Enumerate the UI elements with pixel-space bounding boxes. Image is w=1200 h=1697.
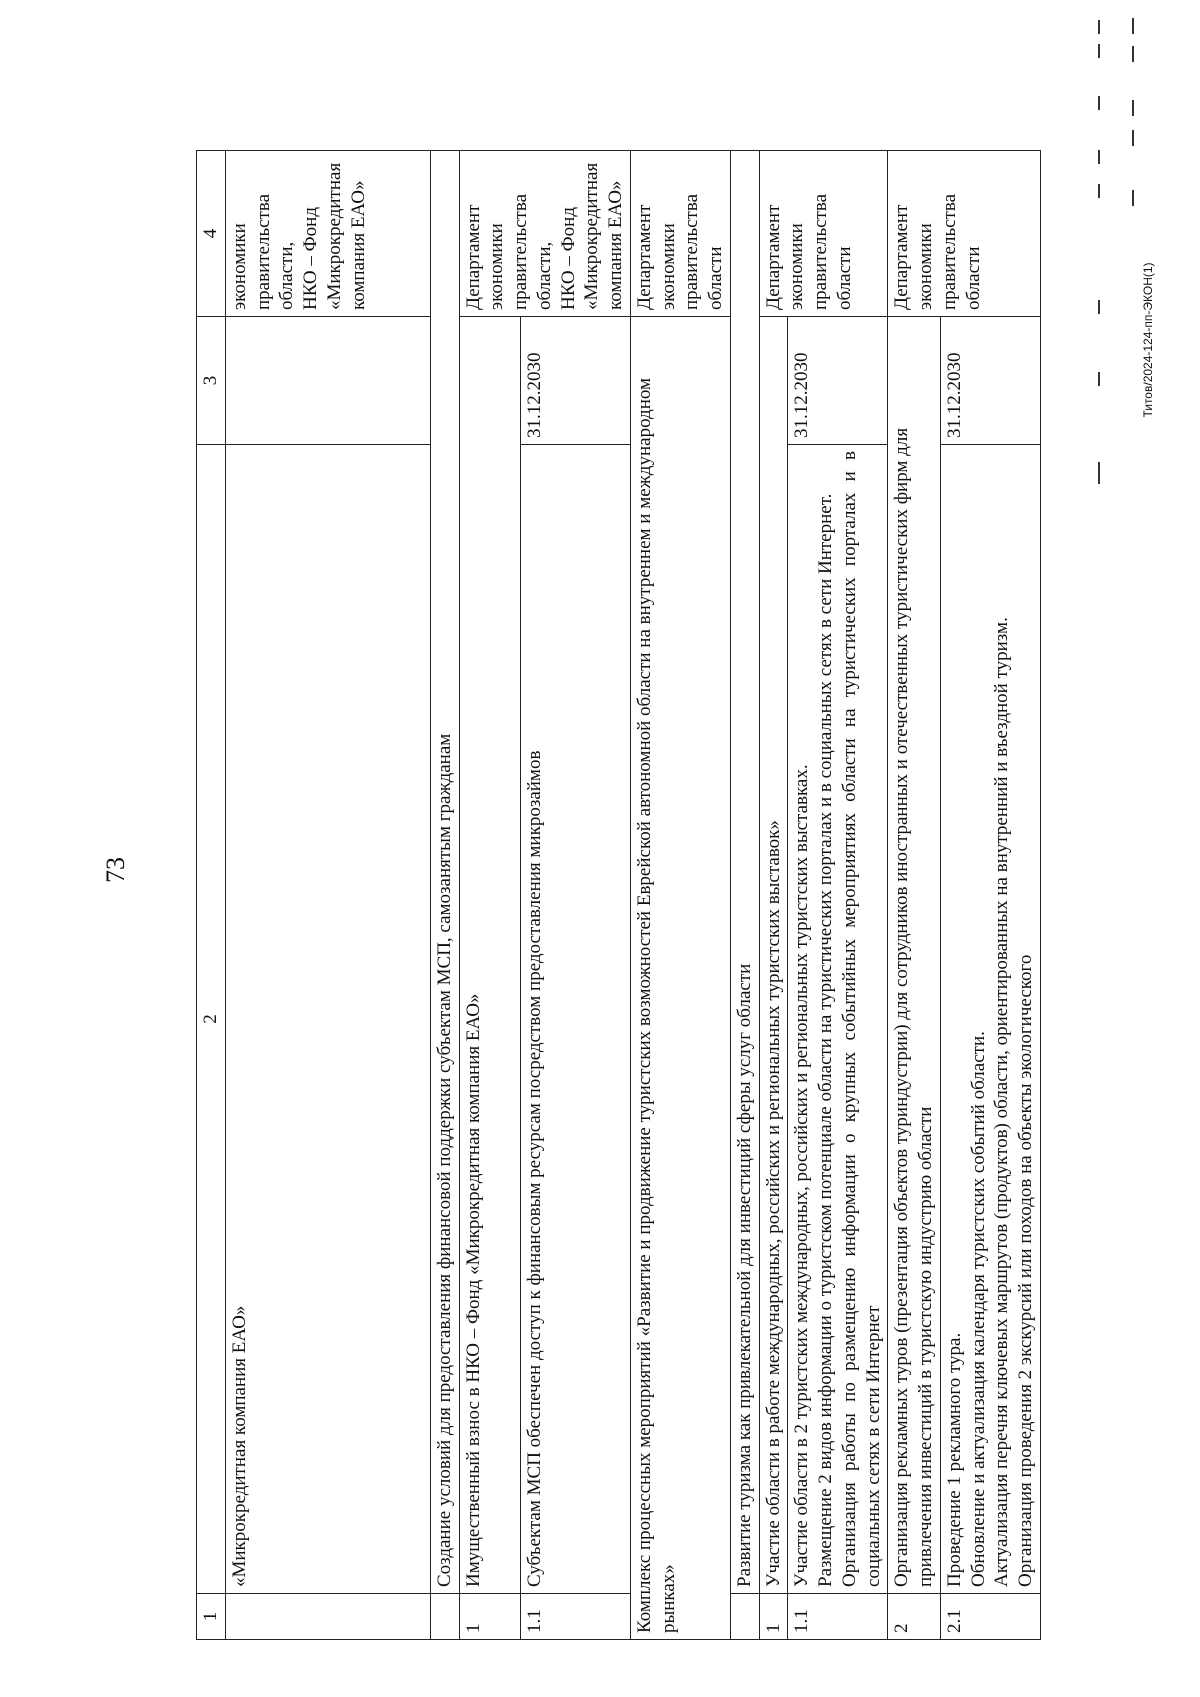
scan-mark <box>1132 100 1134 116</box>
event-cell <box>788 445 888 1594</box>
section-title: Развитие туризма как привлекательной для инвестиций сферы услуг области <box>730 151 759 1594</box>
date-cell: 31.12.2030 <box>940 317 1040 445</box>
table-row <box>520 151 630 1640</box>
responsible-line: компания ЕАО» <box>605 180 626 310</box>
responsible-line: правительства области, <box>510 193 555 310</box>
section-heading-row <box>730 151 759 1640</box>
event-line: Организация проведения 2 экскурсий или походов на объекты экологического <box>1015 954 1036 1587</box>
event-cell: «Микрокредитная компания ЕАО» <box>225 445 430 1594</box>
number-cell <box>730 1594 759 1640</box>
responsible-cell <box>225 151 430 317</box>
responsible-line: правительства области, <box>252 193 298 310</box>
date-cell: 31.12.2030 <box>520 317 630 445</box>
event-cell: Субъектам МСП обеспечен доступ к финансовым ресурсам посредством предоставления микрозаймов <box>520 445 630 1594</box>
responsible-line: Департамент <box>762 204 784 310</box>
table-row <box>459 151 520 1640</box>
date-cell: 31.12.2030 <box>788 317 888 445</box>
table-row <box>940 151 1040 1640</box>
header-cell: 4 <box>197 151 226 317</box>
event-cell: Имущественный взнос в НКО – Фонд «Микрокредитная компания ЕАО» <box>459 317 520 1594</box>
responsible-line: «Микрокредитная <box>323 162 345 310</box>
responsible-line: правительства области <box>938 193 984 310</box>
responsible-line: экономики <box>486 223 508 310</box>
event-line: Размещение 2 видов информации о туристском потенциале области на туристических порталах и в социальных сетях в сети Интернет. <box>815 493 836 1587</box>
table-row <box>225 151 430 1640</box>
table-row <box>759 151 788 1640</box>
scan-mark <box>1098 300 1100 314</box>
number-cell <box>430 1594 459 1640</box>
page-number: 73 <box>101 857 130 883</box>
section-heading-row <box>430 151 459 1640</box>
complex-title: Комплекс процессных мероприятий «Развитие и продвижение туристских возможностей Еврейской автономной области на внутреннем и международном рынках» <box>630 317 730 1640</box>
number-cell: 2.1 <box>940 1594 1040 1640</box>
number-cell: 1 <box>759 1594 788 1640</box>
table-row <box>788 151 888 1640</box>
header-cell: 2 <box>197 445 226 1594</box>
responsible-line: правительства области <box>810 193 855 310</box>
complex-row <box>630 151 730 1640</box>
responsible-line: НКО – Фонд <box>557 207 579 310</box>
responsible-line: экономики <box>786 223 808 310</box>
scan-mark <box>1132 190 1134 206</box>
number-cell: 2 <box>888 1594 941 1640</box>
responsible-cell <box>630 151 730 317</box>
scan-mark <box>1098 44 1100 58</box>
event-line: Участие области в 2 туристских международных, российских и региональных туристских выставках. <box>791 764 813 1587</box>
responsible-line: экономики <box>915 223 936 310</box>
number-cell: 1.1 <box>788 1594 888 1640</box>
section-title: Создание условий для предоставления финансовой поддержки субъектам МСП, самозанятым гражданам <box>430 151 459 1594</box>
responsible-line: Департамент <box>891 204 913 310</box>
scan-mark <box>1132 18 1134 34</box>
event-cell: Организация рекламных туров (презентация объектов туриндустрии) для сотрудников иностранных и отечественных туристических фирм для привлечения инвестиций в туристскую индустрию области <box>888 317 941 1594</box>
event-line: Обновление и актуализация календаря туристских событий области. <box>967 1031 989 1587</box>
responsible-cell <box>459 151 630 317</box>
document-code: Титов/2024-124-пп-ЭКОН(1) <box>1141 262 1155 418</box>
responsible-line: НКО – Фонд <box>300 207 321 310</box>
event-line: Актуализация перечня ключевых маршрутов (продуктов) области, ориентированных на внутренний и въездной туризм. <box>991 617 1013 1587</box>
number-cell: 1.1 <box>520 1594 630 1640</box>
date-cell <box>225 317 430 445</box>
responsible-line: экономики <box>657 223 679 310</box>
responsible-line: Департамент <box>462 204 484 310</box>
scan-mark <box>1098 372 1100 386</box>
event-cell <box>940 445 1040 1594</box>
responsible-line: правительства области <box>681 193 726 310</box>
event-cell: Участие области в работе международных, российских и региональных туристских выставок» <box>759 317 788 1594</box>
event-line: Проведение 1 рекламного тура. <box>943 1332 965 1587</box>
rotated-table-container <box>196 150 1058 1640</box>
scan-mark <box>1098 462 1100 484</box>
number-cell: 1 <box>459 1594 520 1640</box>
scan-mark <box>1098 96 1100 110</box>
header-cell: 3 <box>197 317 226 445</box>
responsible-line: «Микрокредитная <box>581 162 603 310</box>
scan-mark <box>1098 150 1100 164</box>
scan-mark <box>1098 20 1100 34</box>
table-row <box>888 151 941 1640</box>
number-cell <box>225 1594 430 1640</box>
header-row <box>197 151 226 1640</box>
scan-mark <box>1132 46 1134 62</box>
scan-mark <box>1098 184 1100 198</box>
header-cell: 1 <box>197 1594 226 1640</box>
responsible-cell <box>888 151 1041 317</box>
events-table <box>196 150 1041 1640</box>
event-line: Организация работы по размещению информации о крупных событийных мероприятиях области на туристических порталах и в социальных сетях в сети Интернет <box>838 451 884 1587</box>
responsible-line: Департамент <box>633 204 655 310</box>
scan-mark <box>1132 130 1134 146</box>
responsible-cell <box>759 151 888 317</box>
responsible-line: компания ЕАО» <box>347 180 369 310</box>
responsible-line: экономики <box>228 223 250 310</box>
